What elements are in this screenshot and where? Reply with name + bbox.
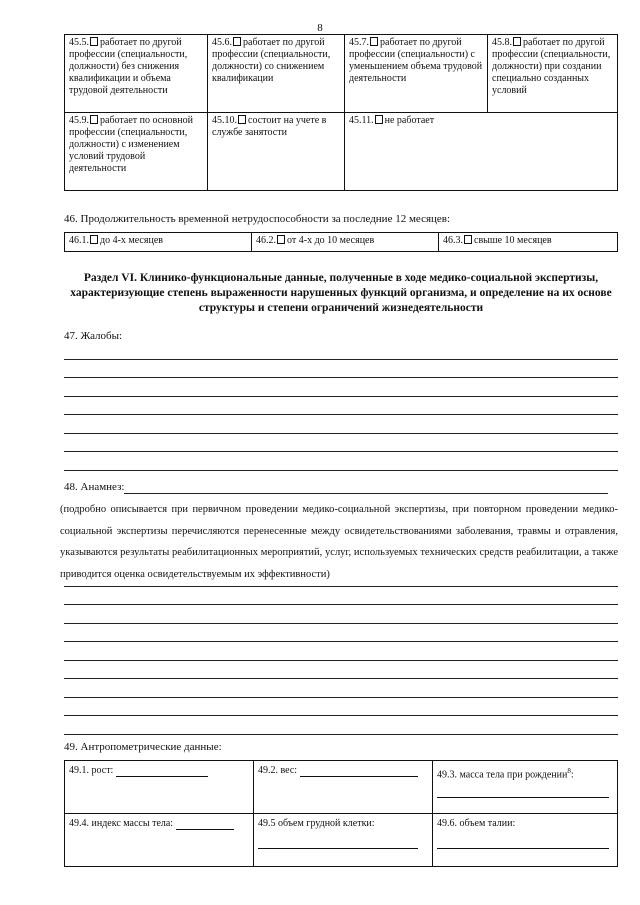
employment-status-table (64, 34, 618, 191)
bmi-cell[interactable]: 49.4. индекс массы тела: (65, 814, 254, 867)
waist-field[interactable] (437, 832, 609, 849)
answer-line[interactable] (64, 470, 618, 471)
option-46-3[interactable]: 46.3. свыше 10 месяцев (439, 233, 618, 252)
q48-label: 48. Анамнез: (64, 481, 125, 493)
checkbox-icon[interactable] (370, 37, 378, 46)
checkbox-icon[interactable] (90, 235, 98, 244)
answer-line[interactable] (64, 359, 618, 360)
chest-volume-cell[interactable]: 49.5 объем грудной клетки: (254, 814, 433, 867)
page-number: 8 (317, 22, 323, 34)
answer-line[interactable] (64, 715, 618, 716)
answer-line[interactable] (64, 396, 618, 397)
option-45-11[interactable]: 45.11. не работает (345, 113, 618, 191)
checkbox-icon[interactable] (90, 115, 98, 124)
answer-line[interactable] (64, 660, 618, 661)
answer-line[interactable] (64, 604, 618, 605)
checkbox-icon[interactable] (238, 115, 246, 124)
option-45-6[interactable]: 45.6. работает по другой профессии (специальности, должности) со снижением квалификации (208, 35, 345, 113)
checkbox-icon[interactable] (464, 235, 472, 244)
answer-line[interactable] (64, 414, 618, 415)
weight-cell[interactable]: 49.2. вес: (254, 761, 433, 814)
option-45-9[interactable]: 45.9. работает по основной профессии (специальности, должности) с изменением условий трудовой деятельности (65, 113, 208, 191)
waist-cell[interactable]: 49.6. объем талии: (433, 814, 618, 867)
answer-line[interactable] (64, 451, 618, 452)
answer-line[interactable] (64, 623, 618, 624)
anthropometry-table (64, 760, 618, 867)
anamnesis-inline-line[interactable] (124, 493, 608, 494)
checkbox-icon[interactable] (90, 37, 98, 46)
option-45-7[interactable]: 45.7. работает по другой профессии (специальности) с уменьшением объема трудовой деятельности (345, 35, 488, 113)
bmi-field[interactable] (176, 819, 234, 830)
height-field[interactable] (116, 766, 208, 777)
birth-weight-cell[interactable]: 49.3. масса тела при рождении$^8$: (433, 761, 618, 814)
answer-line[interactable] (64, 586, 618, 587)
option-45-8[interactable]: 45.8. работает по другой профессии (специальности, должности) при создании специально созданных условий (488, 35, 618, 113)
birth-weight-field[interactable] (437, 783, 609, 798)
section-6-title: Раздел VI. Клинико-функциональные данные, полученные в ходе медико-социальной экспертизы, характеризующие степень выраженности нарушенных функций организма, и определение на их основе структуры и степени ограничений жизнедеятельности (70, 272, 612, 314)
answer-line[interactable] (64, 734, 618, 735)
chest-volume-field[interactable] (258, 832, 418, 849)
height-cell[interactable]: 49.1. рост: (65, 761, 254, 814)
disability-duration-table (64, 232, 618, 252)
answer-line[interactable] (64, 377, 618, 378)
option-45-5[interactable]: 45.5. работает по другой профессии (специальности, должности) без снижения квалификации и объема трудовой деятельности (65, 35, 208, 113)
weight-field[interactable] (300, 766, 418, 777)
checkbox-icon[interactable] (375, 115, 383, 124)
checkbox-icon[interactable] (513, 37, 521, 46)
option-45-10[interactable]: 45.10. состоит на учете в службе занятости (208, 113, 345, 191)
option-46-2[interactable]: 46.2. от 4-х до 10 месяцев (252, 233, 439, 252)
answer-line[interactable] (64, 641, 618, 642)
checkbox-icon[interactable] (233, 37, 241, 46)
answer-line[interactable] (64, 433, 618, 434)
checkbox-icon[interactable] (277, 235, 285, 244)
q46-label: 46. Продолжительность временной нетрудоспособности за последние 12 месяцев: (64, 213, 451, 225)
answer-line[interactable] (64, 678, 618, 679)
q49-label: 49. Антропометрические данные: (64, 741, 222, 753)
anamnesis-instruction: (подробно описывается при первичном проведении медико-социальной экспертизы, при повторном проведении медико-социальной экспертизы перечисляются перенесенные между освидетельствованиями заболевания, травмы и отравления, указываются результаты реабилитационных мероприятий, услуг, используемых технических средств реабилитации, а также приводится оценка освидетельствуемым их эффективности) (60, 504, 618, 580)
answer-line[interactable] (64, 697, 618, 698)
q47-label: 47. Жалобы: (64, 330, 123, 342)
option-46-1[interactable]: 46.1. до 4-х месяцев (65, 233, 252, 252)
